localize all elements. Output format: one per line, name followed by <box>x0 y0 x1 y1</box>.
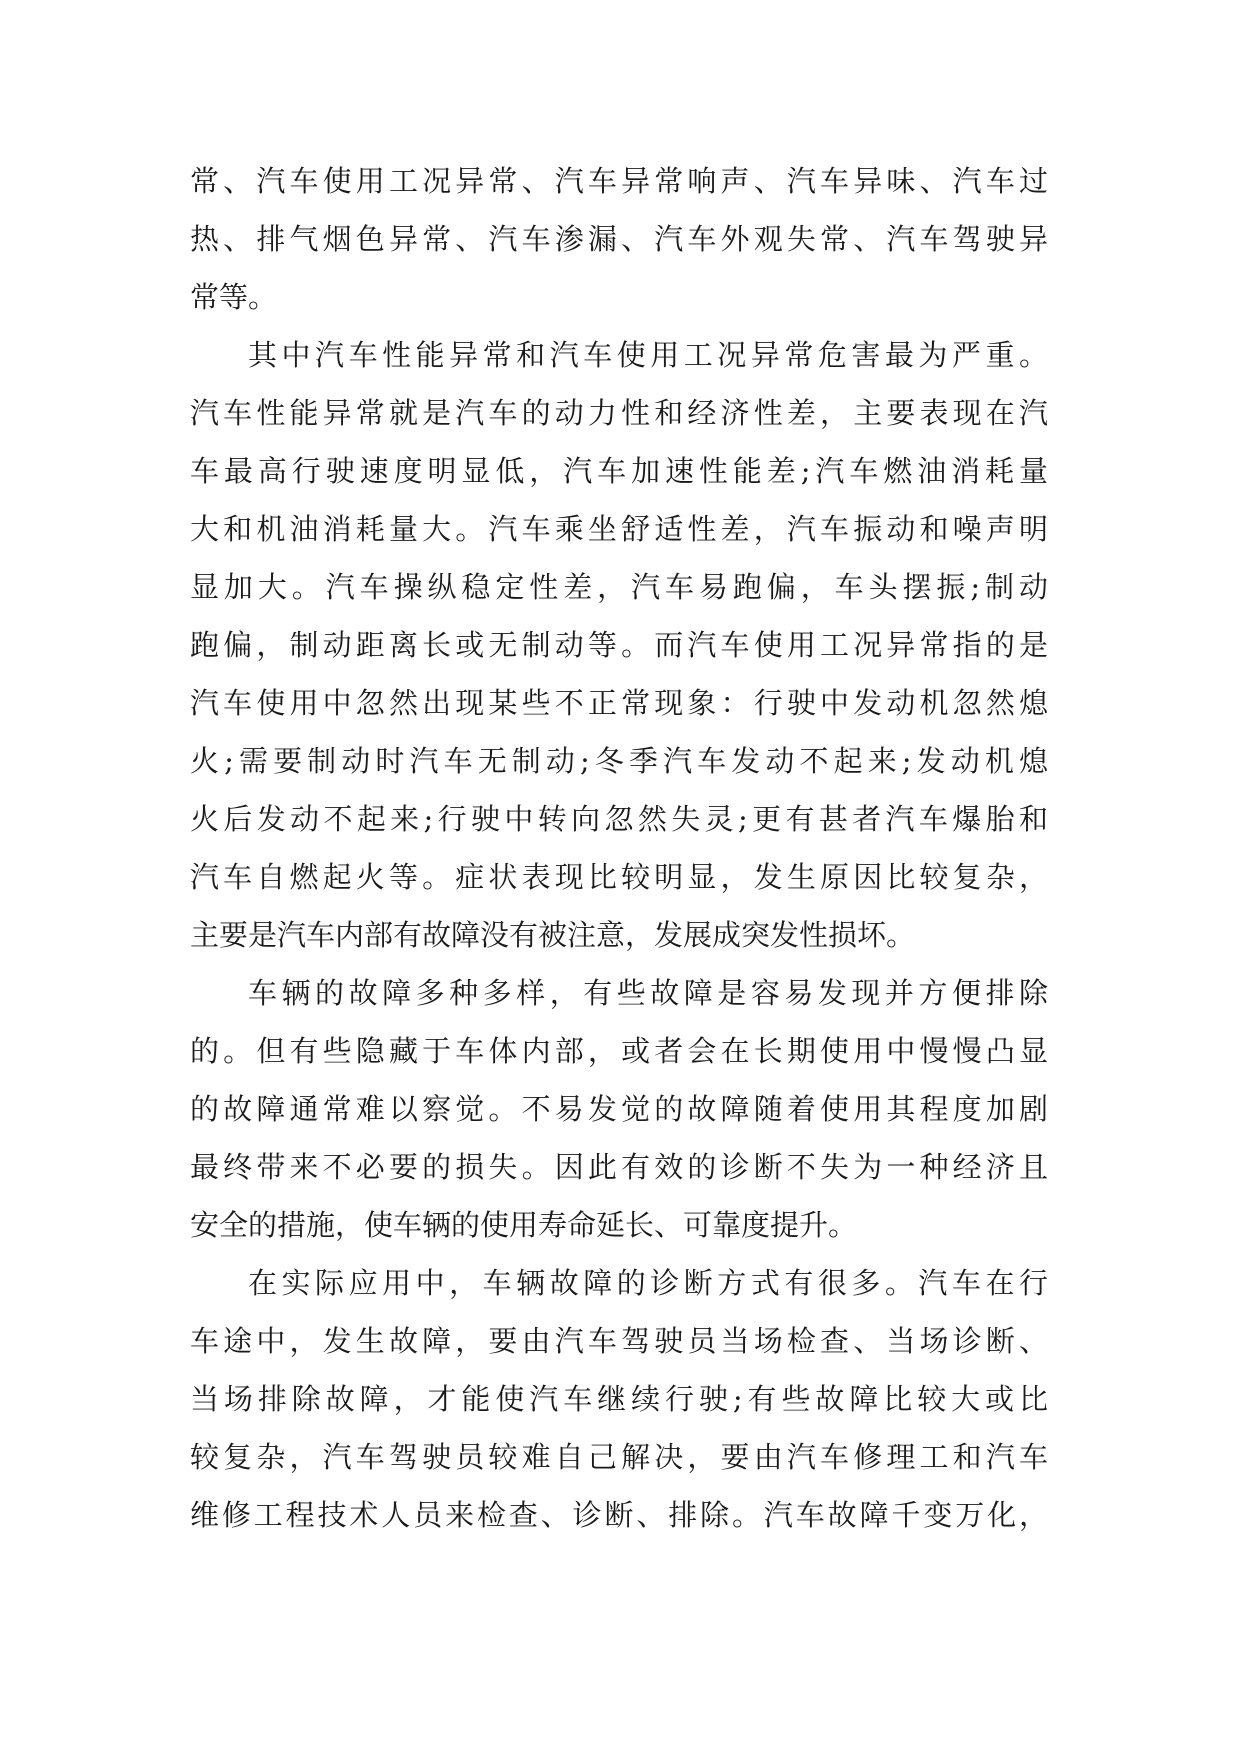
text-line: 常、汽车使用工况异常、汽车异常响声、汽车异味、汽车过 <box>190 164 1048 198</box>
text-line: 维修工程技术人员来检查、诊断、排除。汽车故障千变万化， <box>190 1498 1048 1532</box>
text-line: 显加大。汽车操纵稳定性差，汽车易跑偏，车头摆振;制动 <box>190 570 1048 604</box>
text-line: 常等。 <box>190 280 278 314</box>
text-line: 安全的措施，使车辆的使用寿命延长、可靠度提升。 <box>190 1208 858 1242</box>
text-line: 较复杂，汽车驾驶员较难自己解决，要由汽车修理工和汽车 <box>190 1440 1048 1474</box>
paragraph-start-line: 在实际应用中，车辆故障的诊断方式有很多。汽车在行 <box>248 1266 1048 1300</box>
text-line: 汽车使用中忽然出现某些不正常现象：行驶中发动机忽然熄 <box>190 686 1048 720</box>
text-line: 跑偏，制动距离长或无制动等。而汽车使用工况异常指的是 <box>190 628 1048 662</box>
text-line: 热、排气烟色异常、汽车渗漏、汽车外观失常、汽车驾驶异 <box>190 222 1048 256</box>
text-line: 汽车自燃起火等。症状表现比较明显，发生原因比较复杂， <box>190 860 1048 894</box>
text-line: 当场排除故障，才能使汽车继续行驶;有些故障比较大或比 <box>190 1382 1048 1416</box>
text-line: 主要是汽车内部有故障没有被注意，发展成突发性损坏。 <box>190 918 916 952</box>
text-line: 汽车性能异常就是汽车的动力性和经济性差，主要表现在汽 <box>190 396 1048 430</box>
text-line: 大和机油消耗量大。汽车乘坐舒适性差，汽车振动和噪声明 <box>190 512 1048 546</box>
text-line: 的故障通常难以察觉。不易发觉的故障随着使用其程度加剧 <box>190 1092 1048 1126</box>
text-line: 最终带来不必要的损失。因此有效的诊断不失为一种经济且 <box>190 1150 1048 1184</box>
paragraph-start-line: 车辆的故障多种多样，有些故障是容易发现并方便排除 <box>248 976 1048 1010</box>
text-line: 车最高行驶速度明显低，汽车加速性能差;汽车燃油消耗量 <box>190 454 1048 488</box>
text-line: 火;需要制动时汽车无制动;冬季汽车发动不起来;发动机熄 <box>190 744 1048 778</box>
text-line: 车途中，发生故障，要由汽车驾驶员当场检查、当场诊断、 <box>190 1324 1048 1358</box>
text-line: 的。但有些隐藏于车体内部，或者会在长期使用中慢慢凸显 <box>190 1034 1048 1068</box>
paragraph-start-line: 其中汽车性能异常和汽车使用工况异常危害最为严重。 <box>248 338 1048 372</box>
document-body <box>190 152 1048 1544</box>
text-line: 火后发动不起来;行驶中转向忽然失灵;更有甚者汽车爆胎和 <box>190 802 1048 836</box>
